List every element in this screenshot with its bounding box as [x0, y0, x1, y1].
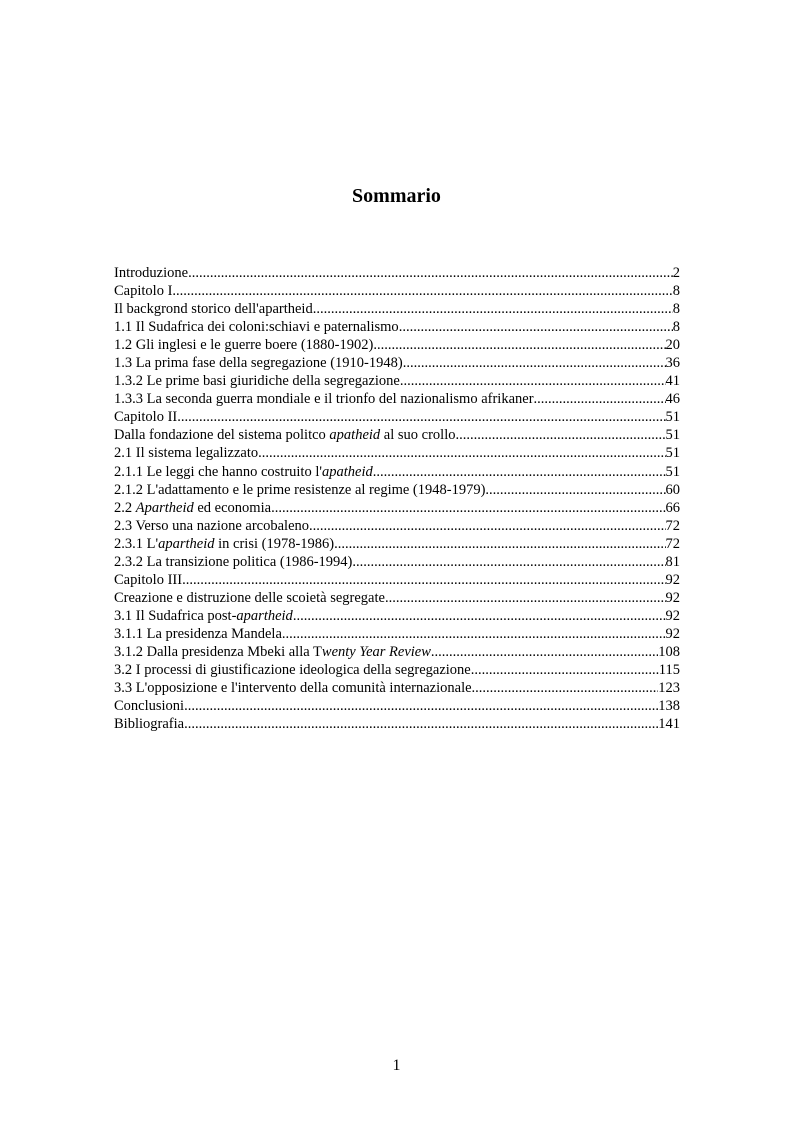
toc-entry-title [114, 607, 293, 625]
toc-entry-title-part: Il backgrond storico dell'apartheid [114, 301, 313, 318]
toc-dot-leader [172, 282, 672, 300]
toc-dot-leader [184, 697, 658, 715]
toc-entry [114, 390, 680, 408]
toc-entry-title [114, 318, 399, 336]
toc-entry [114, 300, 680, 318]
toc-dot-leader [431, 643, 658, 661]
toc-entry-page: 51 [665, 409, 680, 426]
toc-entry [114, 643, 680, 661]
toc-entry-page: 60 [665, 481, 680, 498]
toc-dot-leader [471, 661, 659, 679]
toc-entry-title [114, 697, 184, 715]
toc-entry-page: 51 [665, 427, 680, 444]
toc-entry [114, 444, 680, 462]
toc-entry-title-italic: apartheid [236, 607, 293, 624]
toc-dot-leader [403, 354, 666, 372]
toc-entry-title [114, 264, 188, 282]
toc-entry-title-part: Introduzione [114, 265, 189, 281]
toc-entry-title-part: Capitolo II [114, 409, 178, 426]
toc-entry-title [114, 300, 313, 318]
toc-entry-title [114, 589, 385, 607]
toc-entry-title-italic: apatheid [329, 427, 381, 444]
toc-entry-title-part: 2.1 Il sistema legalizzato [114, 445, 259, 462]
toc-entry-page: 115 [658, 662, 680, 679]
toc-entry-title-part: Capitolo III [114, 571, 183, 588]
toc-entry-title [114, 372, 400, 390]
toc-entry-page: 108 [658, 643, 680, 660]
toc-entry-page: 72 [665, 517, 680, 534]
toc-entry-title [114, 336, 373, 354]
toc-entry-title [114, 481, 485, 499]
toc-entry-title-part: 2.2 [114, 499, 136, 516]
toc-entry-title-part: 3.3 L'opposizione e l'intervento della comunità internazionale [114, 680, 472, 697]
toc-entry-page: 20 [665, 337, 680, 354]
page-number: 1 [392, 1057, 401, 1074]
toc-entry [114, 625, 680, 643]
toc-entry-title [114, 444, 258, 462]
toc-dot-leader [177, 408, 665, 426]
toc-entry [114, 715, 680, 733]
toc-entry-title-part: 3.1.1 La presidenza Mandela [114, 625, 282, 642]
toc-entry [114, 426, 680, 444]
toc-dot-leader [282, 625, 666, 643]
toc-entry-page: 51 [665, 445, 680, 462]
toc-entry-title-part: ed economia [193, 499, 272, 516]
toc-entry-page: 51 [665, 463, 680, 480]
toc-entry [114, 372, 680, 390]
toc-entry [114, 282, 680, 300]
toc-entry [114, 697, 680, 715]
toc-entry-title [114, 553, 352, 571]
toc-dot-leader [182, 571, 665, 589]
toc-dot-leader [400, 372, 666, 390]
toc-entry-title [114, 679, 472, 697]
toc-dot-leader [385, 589, 666, 607]
toc-entry-page: 92 [665, 625, 680, 642]
toc-dot-leader [399, 318, 673, 336]
toc-entry [114, 336, 680, 354]
toc-entry-title [114, 463, 373, 481]
toc-entry-title [114, 715, 184, 733]
toc-dot-leader [309, 517, 665, 535]
toc-entry-title-part: Conclusioni [114, 698, 185, 715]
toc-entry-title-part: Capitolo I [114, 283, 173, 300]
page-title: Sommario [352, 185, 441, 207]
toc-entry-page: 138 [658, 698, 680, 715]
toc-dot-leader [373, 336, 665, 354]
toc-dot-leader [373, 463, 666, 481]
toc-entry [114, 571, 680, 589]
toc-entry-title-italic: wenty Year Review [321, 643, 431, 660]
toc-entry-title [114, 643, 431, 661]
toc-entry-page: 123 [658, 680, 680, 697]
toc-entry-title [114, 354, 403, 372]
toc-dot-leader [485, 481, 665, 499]
toc-entry-title-part: al suo crollo [380, 427, 456, 444]
toc-entry-title-italic: apartheid [158, 535, 215, 552]
toc-entry-page: 141 [658, 716, 680, 733]
toc-entry-title-part: Creazione e distruzione delle scoietà segregate [114, 589, 385, 606]
toc-entry-title-part: 1.1 Il Sudafrica dei coloni:schiavi e paternalismo [114, 319, 399, 336]
toc-entry [114, 408, 680, 426]
toc-entry-page: 92 [665, 589, 680, 606]
toc-entry-title-part: Dalla fondazione del sistema politco [114, 427, 330, 444]
toc-dot-leader [271, 499, 665, 517]
toc-entry [114, 535, 680, 553]
toc-entry-page: 46 [665, 391, 680, 408]
toc-entry [114, 463, 680, 481]
toc-entry [114, 499, 680, 517]
toc-entry-title-part: Bibliografia [114, 716, 185, 733]
toc-entry-title-part: 2.3 Verso una nazione arcobaleno [114, 517, 310, 534]
toc-entry-title [114, 408, 177, 426]
toc-entry-page: 92 [665, 571, 680, 588]
toc-entry-title-part: in crisi (1978-1986) [214, 535, 335, 552]
toc-entry-title [114, 571, 182, 589]
toc-entry-title-part: 2.1.1 Le leggi che hanno costruito l' [114, 463, 322, 480]
toc-entry-title-italic: Apartheid [135, 499, 194, 516]
toc-dot-leader [188, 264, 673, 282]
toc-entry-title-part: 2.3.1 L' [114, 535, 159, 552]
toc-entry-title [114, 499, 271, 517]
toc-entry-title [114, 535, 334, 553]
toc-dot-leader [352, 553, 665, 571]
toc-dot-leader [455, 426, 665, 444]
toc-dot-leader [313, 300, 673, 318]
toc-entry-page: 66 [665, 499, 680, 516]
toc-entry-title [114, 517, 309, 535]
toc-entry [114, 481, 680, 499]
toc-entry-page: 8 [672, 301, 680, 318]
toc-entry-title-part: 3.1.2 Dalla presidenza Mbeki alla T [114, 643, 322, 660]
toc-dot-leader [472, 679, 659, 697]
toc-entry [114, 661, 680, 679]
toc-entry [114, 318, 680, 336]
toc-entry-page: 36 [665, 355, 680, 372]
toc-entry-page: 2 [672, 265, 680, 281]
toc-dot-leader [334, 535, 665, 553]
toc-entry-page: 92 [665, 607, 680, 624]
toc-entry [114, 264, 680, 282]
toc-entry-title-part: 2.3.2 La transizione politica (1986-1994) [114, 553, 353, 570]
toc-entry [114, 589, 680, 607]
toc-entry-title-part: 2.1.2 L'adattamento e le prime resistenze al regime (1948-1979) [114, 481, 486, 498]
toc-entry-title-part: 1.3 La prima fase della segregazione (1910-1948) [114, 355, 403, 372]
toc-dot-leader [534, 390, 666, 408]
toc-entry-title [114, 426, 455, 444]
toc-entry-title-part: 1.2 Gli inglesi e le guerre boere (1880-1902) [114, 337, 374, 354]
toc-dot-leader [293, 607, 666, 625]
toc-entry [114, 517, 680, 535]
toc-dot-leader [258, 444, 665, 462]
toc-entry-title [114, 282, 172, 300]
table-of-contents [114, 264, 680, 733]
toc-entry-page: 8 [672, 319, 680, 336]
toc-entry-page: 41 [665, 373, 680, 390]
toc-entry [114, 354, 680, 372]
toc-entry-title-part: 1.3.2 Le prime basi giuridiche della segregazione [114, 373, 400, 390]
toc-entry-title [114, 661, 471, 679]
toc-entry-page: 8 [672, 283, 680, 300]
toc-entry-title-part: 3.2 I processi di giustificazione ideologica della segregazione [114, 662, 471, 679]
toc-entry [114, 607, 680, 625]
toc-entry-title-italic: apatheid [321, 463, 373, 480]
toc-entry-page: 72 [665, 535, 680, 552]
toc-entry-title-part: 3.1 Il Sudafrica post- [114, 607, 237, 624]
toc-entry-title [114, 390, 534, 408]
toc-entry-title [114, 625, 282, 643]
toc-entry-page: 81 [665, 553, 680, 570]
toc-entry [114, 553, 680, 571]
toc-dot-leader [184, 715, 658, 733]
toc-entry [114, 679, 680, 697]
toc-entry-title-part: 1.3.3 La seconda guerra mondiale e il trionfo del nazionalismo afrikaner [114, 391, 534, 408]
